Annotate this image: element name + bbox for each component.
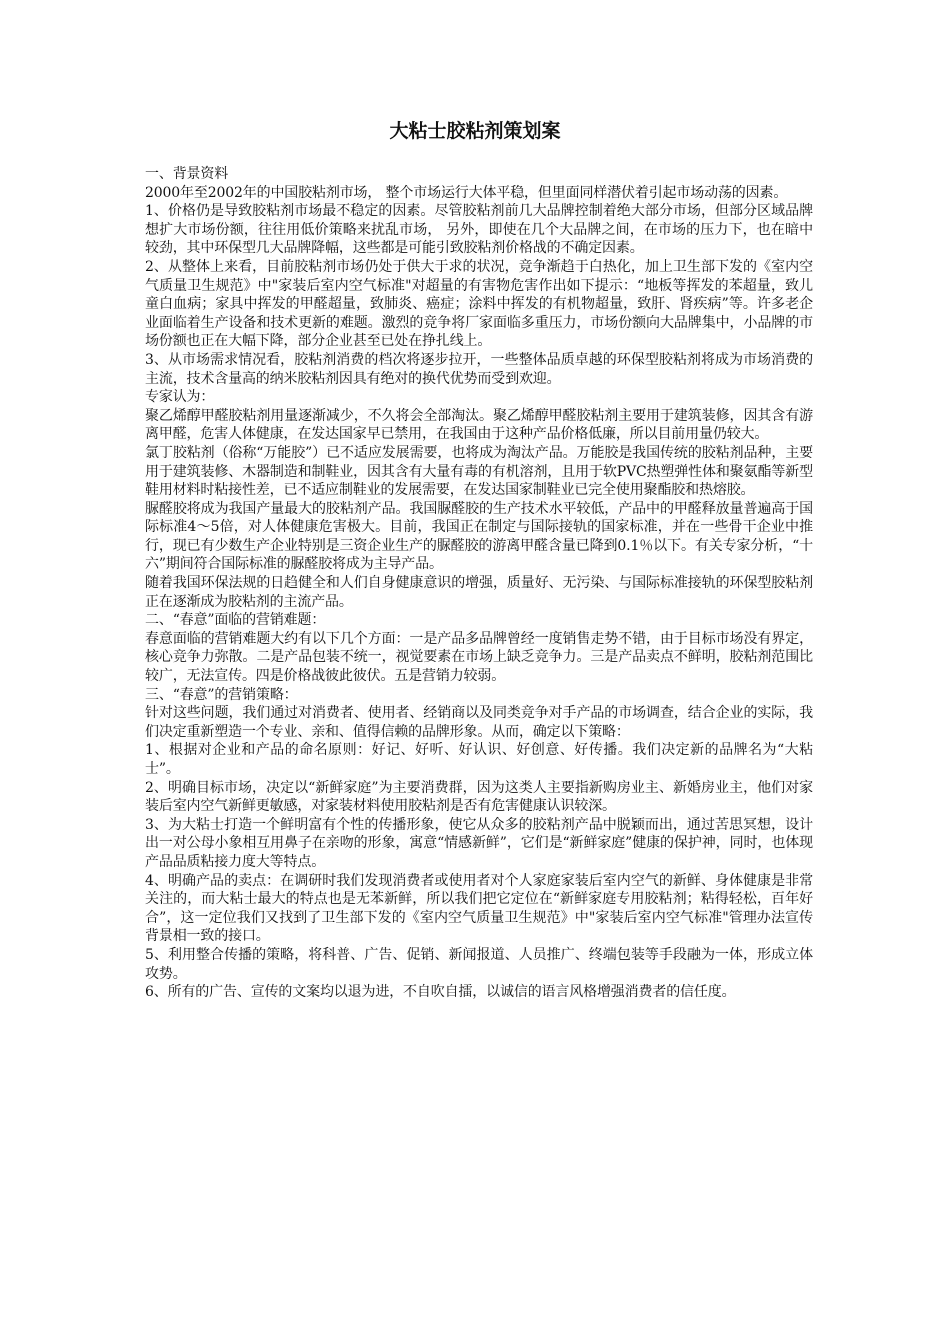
paragraph: 随着我国环保法规的日趋健全和人们自身健康意识的增强，质量好、无污染、与国际标准接轨的环保型胶粘剂正在逐渐成为胶粘剂的主流产品。 [145, 575, 813, 610]
paragraph: 春意面临的营销难题大约有以下几个方面：一是产品多品牌曾经一度销售走势不错，由于目标市场没有界定，核心竞争力弥散。二是产品包装不统一，视觉要素在市场上缺乏竞争力。三是产品卖点不鲜明，胶粘剂范围比较广，无法宣传。四是价格战彼此彼伏。五是营销力较弱。 [145, 630, 813, 685]
paragraph: 4、明确产品的卖点：在调研时我们发现消费者或使用者对个人家庭家装后室内空气的新鲜、身体健康是非常关注的，而大粘士最大的特点也是无苯新鲜，所以我们把它定位在“新鲜家庭专用胶粘剂；粘得轻松，百年好合”，这一定位我们又找到了卫生部下发的《室内空气质量卫生规范》中"家装后室内空气标准"管理办法宣传背景相一致的接口。 [145, 872, 813, 945]
paragraph: 1、根据对企业和产品的命名原则：好记、好听、好认识、好创意、好传播。我们决定新的品牌名为“大粘士”。 [145, 742, 813, 777]
paragraph-section-3-heading: 三、“春意”的营销策略： [145, 686, 298, 703]
paragraph: 1、价格仍是导致胶粘剂市场最不稳定的因素。尽管胶粘剂前几大品牌控制着绝大部分市场，但部分区域品牌想扩大市场份额，往往用低价策略来扰乱市场， 另外，即使在几个大品牌之间，在市场的压力下，也在暗中较劲，其中环保型几大品牌降幅，这些都是可能引致胶粘剂价格战的不确定因素。 [145, 203, 813, 257]
paragraph: 氯丁胶粘剂（俗称“万能胶”）已不适应发展需要，也将成为淘汰产品。万能胶是我国传统的胶粘剂品种，主要用于建筑装修、木器制造和制鞋业，因其含有大量有毒的有机溶剂，且用于软PVC热塑弹性体和聚氨酯等新型鞋用材料时粘接性差，已不适应制鞋业的发展需要，在发达国家制鞋业已完全使用聚酯胶和热熔胶。 [145, 444, 813, 499]
document-title: 大粘士胶粘剂策划案 [389, 120, 561, 142]
paragraph-section-1-heading: 一、背景资料 [145, 166, 229, 182]
document-body [145, 165, 813, 1002]
paragraph: 脲醛胶将成为我国产量最大的胶粘剂产品。我国脲醛胶的生产技术水平较低，产品中的甲醛释放量普遍高于国际标准4～5倍，对人体健康危害极大。目前，我国正在制定与国际接轨的国家标准，并在一些骨干企业中推行，现已有少数生产企业特别是三资企业生产的脲醛胶的游离甲醛含量已降到0.1％以下。有关专家分析，“十六”期间符合国际标准的脲醛胶将成为主导产品。 [145, 500, 813, 573]
paragraph-section-2-heading: 二、“春意”面临的营销难题： [145, 612, 326, 629]
paragraph: 3、从市场需求情况看，胶粘剂消费的档次将逐步拉开，一些整体品质卓越的环保型胶粘剂将成为市场消费的主流，技术含量高的纳米胶粘剂因具有绝对的换代优势而受到欢迎。 [145, 351, 813, 387]
paragraph: 2、从整体上来看，目前胶粘剂市场仍处于供大于求的状况，竞争渐趋于白热化，加上卫生部下发的《室内空气质量卫生规范》中"家装后室内空气标准"对超量的有害物危害作出如下提示：“地板等挥发的苯超量，致儿童白血病；家具中挥发的甲醛超量，致肺炎、癌症；涂料中挥发的有机物超量，致肝、肾疾病”等。许多老企业面临着生产设备和技术更新的难题。激烈的竞争将厂家面临多重压力，市场份额向大品牌集中，小品牌的市场份额也正在大幅下降，部分企业甚至已处在挣扎线上。 [145, 258, 813, 350]
paragraph: 2000年至2002年的中国胶粘剂市场， 整个市场运行大体平稳，但里面同样潜伏着引起市场动荡的因素。 [145, 184, 788, 201]
paragraph: 3、为大粘士打造一个鲜明富有个性的传播形象，使它从众多的胶粘剂产品中脱颖而出，通过苦思冥想，设计出一对公母小象相互用鼻子在亲吻的形象，寓意“情感新鲜”，它们是“新鲜家庭”健康的保护神，同时，也体现产品品质粘接力度大等特点。 [145, 816, 813, 870]
paragraph: 2、明确目标市场，决定以“新鲜家庭”为主要消费群，因为这类人主要指新购房业主、新婚房业主，他们对家装后室内空气新鲜更敏感，对家装材料使用胶粘剂是否有危害健康认识较深。 [145, 779, 813, 815]
paragraph: 6、所有的广告、宣传的文案均以退为进，不自吹自擂，以诚信的语言风格增强消费者的信任度。 [145, 984, 736, 1001]
paragraph: 针对这些问题，我们通过对消费者、使用者、经销商以及同类竞争对手产品的市场调查，结合企业的实际，我们决定重新塑造一个专业、亲和、值得信赖的品牌形象。从而，确定以下策略： [145, 705, 813, 740]
paragraph: 专家认为： [145, 389, 215, 406]
paragraph: 聚乙烯醇甲醛胶粘剂用量逐渐减少，不久将会全部淘汰。聚乙烯醇甲醛胶粘剂主要用于建筑装修，因其含有游离甲醛，危害人体健康，在发达国家早已禁用，在我国由于这种产品价格低廉，所以目前用量仍较大。 [145, 407, 813, 443]
paragraph: 5、利用整合传播的策略，将科普、广告、促销、新闻报道、人员推广、终端包装等手段融为一体，形成立体攻势。 [145, 946, 813, 982]
